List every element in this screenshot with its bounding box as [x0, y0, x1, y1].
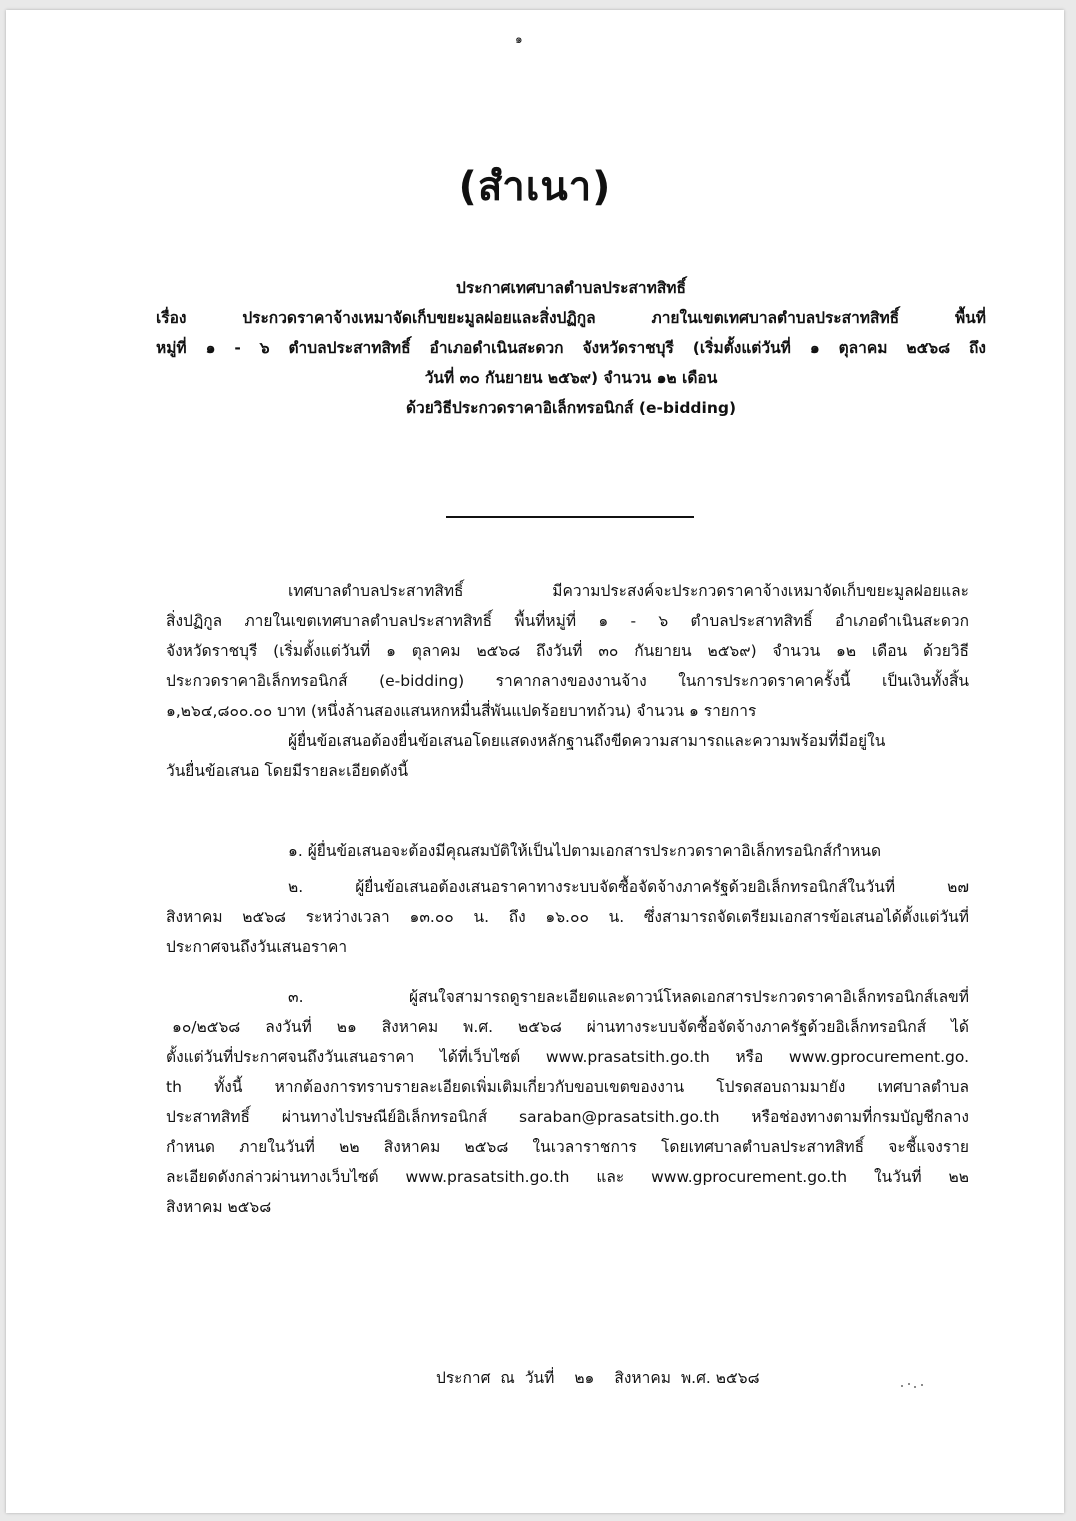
paragraph-line: สิงหาคม ๒๕๖๘ ระหว่างเวลา ๑๓.๐๐ น. ถึง ๑๖.๐๐ น. ซึ่งสามารถจัดเตรียมเอกสารข้อเสนอได้ตั้งแต่วันที่: [166, 908, 969, 926]
body-paragraph-2: [166, 726, 969, 786]
paragraph-line: วันยื่นข้อเสนอ โดยมีรายละเอียดดังนี้: [166, 762, 409, 780]
announce-day-label: วันที่: [524, 1369, 555, 1387]
page-number: ๑: [515, 32, 523, 46]
scan-specks: [901, 1383, 931, 1389]
paragraph-line: ประสาทสิทธิ์ ผ่านทางไปรษณีย์อิเล็กทรอนิกส์ saraban@prasatsith.go.th หรือช่องทางตามที่กรมบัญชีกลาง: [166, 1108, 969, 1126]
copy-stamp-title: (สำเนา): [458, 164, 612, 210]
paragraph-line: th ทั้งนี้ หากต้องการทราบรายละเอียดเพิ่มเติมเกี่ยวกับขอบเขตของงาน โปรดสอบถามมายัง เทศบาลตำบล: [166, 1078, 969, 1096]
paragraph-line: กำหนด ภายในวันที่ ๒๒ สิงหาคม ๒๕๖๘ ในเวลาราชการ โดยเทศบาลตำบลประสาทสิทธิ์ จะชี้แจงราย: [166, 1138, 969, 1156]
announcement-heading: [156, 273, 986, 423]
paragraph-line: ๓. ผู้สนใจสามารถดูรายละเอียดและดาวน์โหลดเอกสารประกวดราคาอิเล็กทรอนิกส์เลขที่: [288, 988, 969, 1006]
heading-subject-line-2: หมู่ที่ ๑ - ๖ ตำบลประสาทสิทธิ์ อำเภอดำเนินสะดวก จังหวัดราชบุรี (เริ่มตั้งแต่วันที่ ๑ ตุลาคม ๒๕๖๘ ถึง: [156, 339, 986, 357]
paragraph-line: จังหวัดราชบุรี (เริ่มตั้งแต่วันที่ ๑ ตุลาคม ๒๕๖๘ ถึงวันที่ ๓๐ กันยายน ๒๕๖๙) จำนวน ๑๒ เดือน ด้วยวิธี: [166, 642, 969, 660]
paragraph-line: สิงหาคม ๒๕๖๘: [166, 1198, 272, 1216]
document-page: [6, 10, 1064, 1513]
announce-label: ประกาศ: [436, 1369, 491, 1387]
paragraph-line: ตั้งแต่วันที่ประกาศจนถึงวันเสนอราคา ได้ที่เว็บไซต์ www.prasatsith.go.th หรือ www.gprocurement.go.: [166, 1048, 969, 1066]
announce-year: พ.ศ. ๒๕๖๘: [680, 1369, 760, 1387]
heading-divider: [446, 516, 694, 518]
paragraph-line: ประกาศจนถึงวันเสนอราคา: [166, 938, 348, 956]
announce-day: ๒๑: [574, 1369, 595, 1387]
announce-month: สิงหาคม: [614, 1369, 671, 1387]
paragraph-line: สิ่งปฏิกูล ภายในเขตเทศบาลตำบลประสาทสิทธิ์ พื้นที่หมู่ที่ ๑ - ๖ ตำบลประสาทสิทธิ์ อำเภอดำเนินสะดวก: [166, 612, 969, 630]
requirement-item-2: [166, 872, 969, 962]
body-paragraph-1: [166, 576, 969, 726]
paragraph-line: ผู้ยื่นข้อเสนอต้องยื่นข้อเสนอโดยแสดงหลักฐานถึงขีดความสามารถและความพร้อมที่มีอยู่ใน: [288, 732, 886, 750]
announce-at: ณ: [500, 1369, 515, 1387]
heading-office: ประกาศเทศบาลตำบลประสาทสิทธิ์: [456, 279, 686, 297]
announcement-date: [436, 1363, 760, 1393]
heading-method: ด้วยวิธีประกวดราคาอิเล็กทรอนิกส์ (e-bidding): [405, 399, 737, 417]
heading-subject-line-3: วันที่ ๓๐ กันยายน ๒๕๖๙) จำนวน ๑๒ เดือน: [424, 369, 718, 387]
paragraph-line: ๑. ผู้ยื่นข้อเสนอจะต้องมีคุณสมบัติให้เป็นไปตามเอกสารประกวดราคาอิเล็กทรอนิกส์กำหนด: [288, 842, 882, 860]
heading-subject-line-1: เรื่อง ประกวดราคาจ้างเหมาจัดเก็บขยะมูลฝอยและสิ่งปฏิกูล ภายในเขตเทศบาลตำบลประสาทสิทธิ์ พื้นที่: [156, 309, 986, 327]
paragraph-line: ๑,๒๖๔,๘๐๐.๐๐ บาท (หนึ่งล้านสองแสนหกหมื่นสี่พันแปดร้อยบาทถ้วน) จำนวน ๑ รายการ: [166, 702, 757, 720]
paragraph-line: ละเอียดดังกล่าวผ่านทางเว็บไซต์ www.prasatsith.go.th และ www.gprocurement.go.th ในวันที่ ๒๒: [166, 1168, 969, 1186]
requirement-item-1: [166, 836, 969, 866]
paragraph-line: ๒. ผู้ยื่นข้อเสนอต้องเสนอราคาทางระบบจัดซื้อจัดจ้างภาครัฐด้วยอิเล็กทรอนิกส์ในวันที่ ๒๗: [288, 878, 969, 896]
paragraph-line: เทศบาลตำบลประสาทสิทธิ์ มีความประสงค์จะประกวดราคาจ้างเหมาจัดเก็บขยะมูลฝอยและ: [288, 582, 969, 600]
requirement-item-3: [166, 982, 969, 1222]
paragraph-line: ประกวดราคาอิเล็กทรอนิกส์ (e-bidding) ราคากลางของงานจ้าง ในการประกวดราคาครั้งนี้ เป็นเงินทั้งสิ้น: [166, 672, 969, 690]
paragraph-line: ๑๐/๒๕๖๘ ลงวันที่ ๒๑ สิงหาคม พ.ศ. ๒๕๖๘ ผ่านทางระบบจัดซื้อจัดจ้างภาครัฐด้วยอิเล็กทรอนิกส์ ได้: [172, 1018, 969, 1036]
